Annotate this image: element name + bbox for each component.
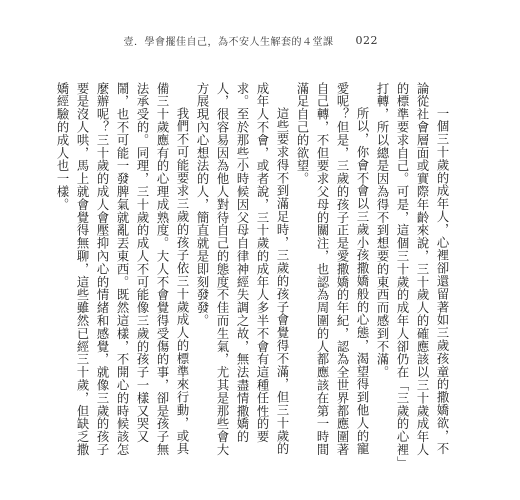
- chapter-title: 壹．學會擺佳自己，為不安人生解套的４堂課: [123, 36, 334, 48]
- paragraph-3: 這些要求得不到滿足時，三歲的孩子會覺得不滿，但三十歲的成年人不會，或者說，三十歲的成年人多半不會有這種任性的要求。至於那些小時候因父母自律神經失調之故，無法盡情撒嬌的人，很容易因為他人對待自己的態度不佳而生氣，尤其是那些會大方展現內心想法的人，簡直就是即刻發發。: [195, 82, 289, 457]
- running-header: [124, 30, 379, 50]
- paragraph-1: 一個三十歲的成年人，心裡卻還留著如三歲孩童的撒嬌欲，不論從社會層面或實際年齡來說，三十歲人的確應該以三十歲成年人的標準要求自己。可是，這個三十歲的成年人卻仍在「三歲的心裡」打轉，所以總是因為得不到想要的東西而感到不滿。: [375, 82, 449, 463]
- vertical-text-body: [55, 82, 452, 467]
- page-number: 022: [355, 33, 378, 47]
- paragraph-4: 我們不可能要求三歲的孩子依三十歲成人的標準來行動，或具備三十歲應有的心理成熟度。大人不會覺得受傷的事，卻是孩子無法承受的。同理，三十歲的成人不可能像三歲的孩子一樣又哭又鬧，也不可能一發脾氣就亂丟東西。既然這樣，不開心的時候該怎麼辦呢？三十歲的成人會壓抑內心的情緒和感覺，就像三歲的孩子要是沒人哄，馬上就會覺得無聊，這些雖然已經三十歲，但缺乏撒嬌經驗的成人也一樣。: [55, 82, 189, 457]
- paragraph-2: 所以，你會不會以三歲小孩撒嬌般的心態，渴望得到他人的寵愛呢？但是，三歲的孩子正是愛撒嬌的年紀，認為全世界都應圍著自己轉，不但要求父母的關注，也認為周圍的人都應該在第一時間滿足自己的欲望。: [295, 82, 369, 457]
